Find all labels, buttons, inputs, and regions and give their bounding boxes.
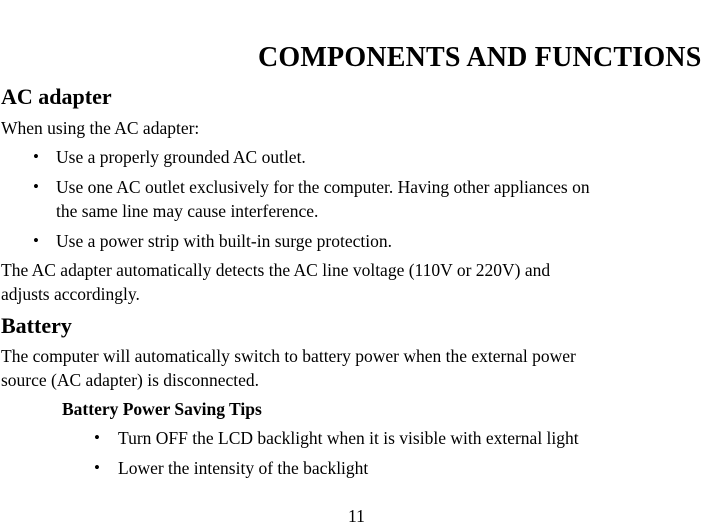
battery-paragraph-line2: source (AC adapter) is disconnected. xyxy=(1,370,260,390)
battery-tip-2: Lower the intensity of the backlight xyxy=(118,458,369,478)
ac-bullet-1: Use a properly grounded AC outlet. xyxy=(56,147,306,167)
ac-paragraph-line1: The AC adapter automatically detects the AC line voltage (110V or 220V) and xyxy=(1,260,551,280)
ac-bullet-3: Use a power strip with built-in surge protection. xyxy=(56,231,393,251)
section-heading-battery: Battery xyxy=(1,313,72,338)
ac-paragraph-line2: adjusts accordingly. xyxy=(1,284,140,304)
page-number: 11 xyxy=(348,506,365,526)
page-title: COMPONENTS AND FUNCTIONS xyxy=(258,42,702,73)
ac-intro-text: When using the AC adapter: xyxy=(1,118,200,138)
bullet-icon: • xyxy=(33,231,39,250)
battery-tip-1: Turn OFF the LCD backlight when it is visible with external light xyxy=(118,428,579,448)
ac-bullet-2-cont: the same line may cause interference. xyxy=(56,201,319,221)
battery-tips-heading: Battery Power Saving Tips xyxy=(62,399,262,419)
ac-bullet-2: Use one AC outlet exclusively for the computer. Having other appliances on xyxy=(56,177,590,197)
bullet-icon: • xyxy=(33,177,39,196)
battery-paragraph-line1: The computer will automatically switch to battery power when the external power xyxy=(1,346,576,366)
bullet-icon: • xyxy=(94,428,100,447)
bullet-icon: • xyxy=(33,147,39,166)
section-heading-ac-adapter: AC adapter xyxy=(1,84,112,109)
bullet-icon: • xyxy=(94,458,100,477)
